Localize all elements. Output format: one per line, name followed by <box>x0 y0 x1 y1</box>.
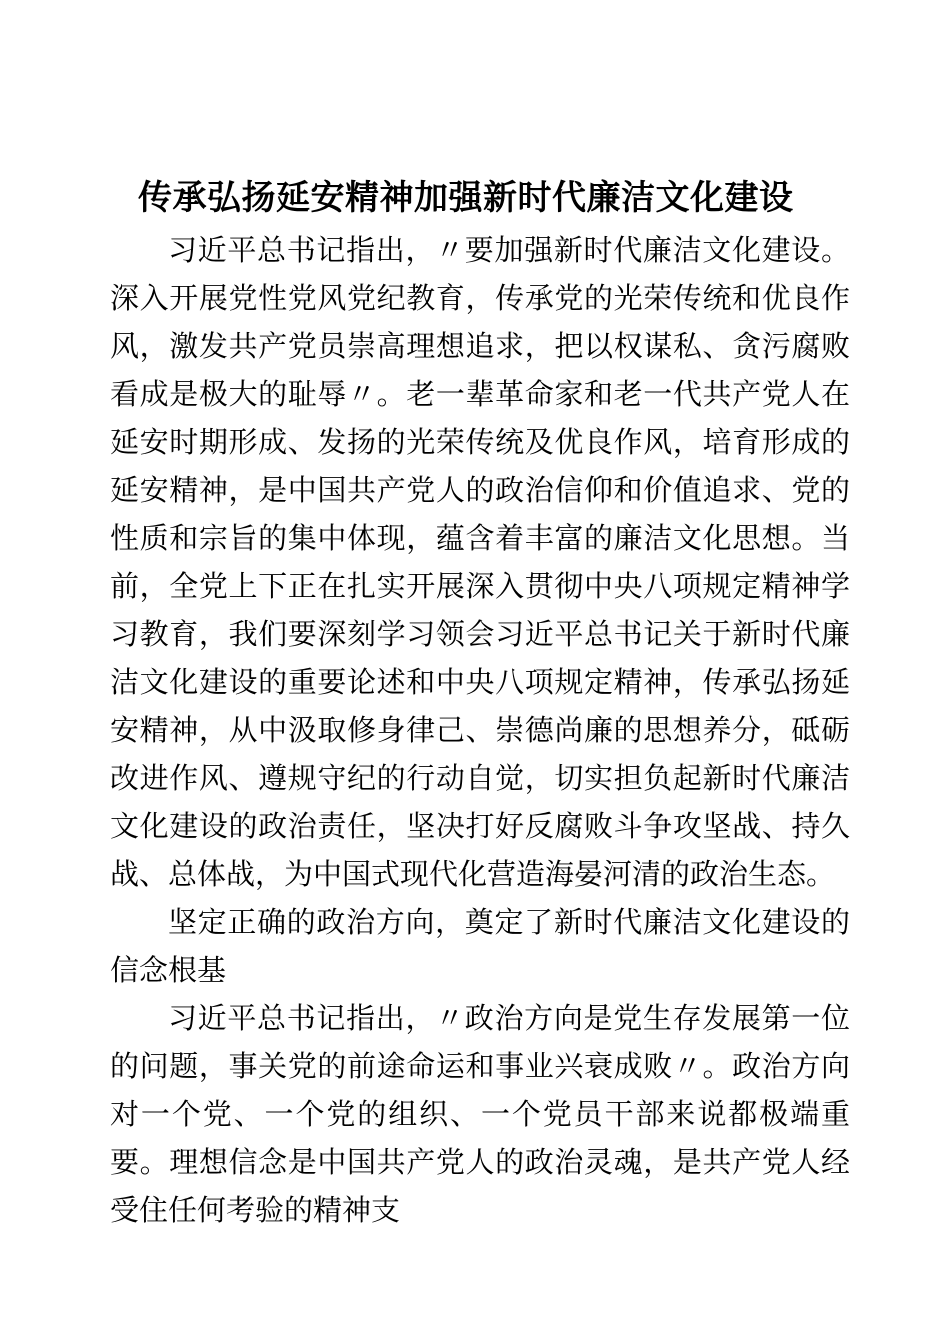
document-content <box>110 175 850 1235</box>
page-title: 传承弘扬延安精神加强新时代廉洁文化建设 <box>138 179 794 217</box>
paragraph-political-direction-body: 习近平总书记指出，〃政治方向是党生存发展第一位的问题，事关党的前途命运和事业兴衰成败〃。政治方向对一个党、一个党的组织、一个党员干部来说都极端重要。理想信念是中国共产党人的政治灵魂，是共产党人经受住任何考验的精神支 <box>110 1003 850 1227</box>
section-heading-political-direction: 坚定正确的政治方向，奠定了新时代廉洁文化建设的信念根基 <box>110 907 850 987</box>
paragraph-opening-quote: 习近平总书记指出，〃要加强新时代廉洁文化建设。深入开展党性党风党纪教育，传承党的光荣传统和优良作风，激发共产党员崇高理想追求，把以权谋私、贪污腐败看成是极大的耻辱〃。老一辈革命家和老一代共产党人在延安时期形成、发扬的光荣传统及优良作风，培育形成的延安精神，是中国共产党人的政治信仰和价值追求、党的性质和宗旨的集中体现，蕴含着丰富的廉洁文化思想。当前，全党上下正在扎实开展深入贯彻中央八项规定精神学习教育，我们要深刻学习领会习近平总书记关于新时代廉洁文化建设的重要论述和中央八项规定精神，传承弘扬延安精神，从中汲取修身律己、崇德尚廉的思想养分，砥砺改进作风、遵规守纪的行动自觉，切实担负起新时代廉洁文化建设的政治责任，坚决打好反腐败斗争攻坚战、持久战、总体战，为中国式现代化营造海晏河清的政治生态。 <box>110 235 850 891</box>
